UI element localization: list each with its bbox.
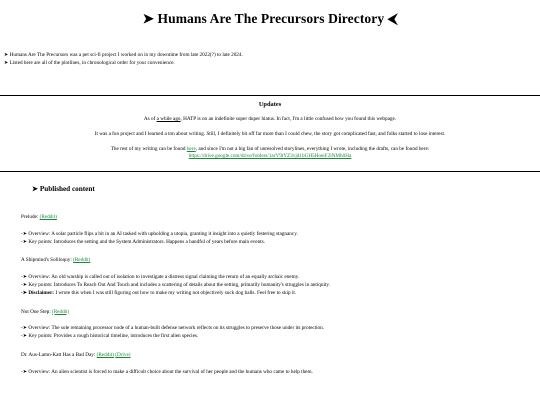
text: As of <box>143 116 157 123</box>
entry-bullet <box>21 333 536 341</box>
entry-title <box>21 214 536 222</box>
entry-link[interactable]: (Reddit) <box>51 308 70 315</box>
page-title: ➤ Humans Are The Precursors Directory ⮜ <box>142 11 398 26</box>
text: , HATP is on an indefinite super duper hiatus. In fact, I'm a little confused how you found this webpage. <box>180 116 397 123</box>
text: The rest of my writing can be found <box>110 145 187 152</box>
while-ago-link[interactable]: a while ago <box>156 116 181 123</box>
bullet-text: I wrote this when I was still figuring out how to make my writing not objectively suck dog balls. Feel free to skip it. <box>54 289 297 296</box>
bullet-label: -➤ Overview: <box>21 368 51 375</box>
entry-title <box>21 352 536 360</box>
intro-line: ➤ Listed here are all of the plotlines, in chronological order for your convenience. <box>4 59 175 66</box>
entry-link[interactable]: (Reddit) <box>96 351 114 358</box>
bullet-text: An alien scientist is forced to make a difficult choice about the survival of her people and the humans who came to help them. <box>50 368 313 375</box>
entry-bullet <box>21 239 536 247</box>
list-item <box>21 352 536 377</box>
entry-bullet <box>21 231 536 239</box>
entry-bullet <box>21 325 536 333</box>
bullet-label: -➤ Key points: <box>21 281 53 288</box>
divider-bottom <box>0 171 540 172</box>
bullet-text: The sole remaining processor node of a human-built defense network reflects on its struggles to preserve those under its protection. <box>50 325 325 332</box>
bullet-label: -➤ Overview: <box>21 325 51 332</box>
updates-paragraph-3 <box>0 146 540 160</box>
divider-top <box>0 95 540 96</box>
bullet-label: -➤ Key points: <box>21 238 53 245</box>
bullet-label: -➤ Overview: <box>21 274 51 281</box>
intro <box>4 52 243 67</box>
updates-paragraph-2: It was a fun project and I learned a ton about writing. Still, I definitely bit off far more than I could chew, the story got complicated fast, and folks started to lose interest. <box>94 131 446 138</box>
bullet-label: -➤ Overview: <box>21 230 51 237</box>
bullet-text: Provides a rough historical timeline, introduces the first alien species. <box>52 333 199 340</box>
bullet-label: -➤ Disclaimer: <box>21 289 55 296</box>
section-heading: ➤ Published content <box>32 185 95 193</box>
bullet-text: Introduces the setting and the System Administrators. Happens a handful of years before main events. <box>52 238 265 245</box>
entries-list <box>21 214 536 388</box>
list-item <box>21 309 536 341</box>
entry-title-text: Prelude: <box>21 214 39 220</box>
updates-box <box>0 101 540 167</box>
entry-title-text: Dr. Aus-Lamn-Katt Has a Bad Day: <box>21 351 96 358</box>
bullet-text: An old warship is called out of isolation to investigate a distress signal claiming the return of an equally archaic enemy. <box>50 274 300 281</box>
entry-bullet <box>21 290 536 298</box>
entry-link[interactable]: (Drive) <box>115 351 131 358</box>
intro-line: ➤ Humans Are The Precursors was a pet sci-fi project I worked on in my downtime from late 2022(?) to late 2024. <box>4 52 243 58</box>
entry-title <box>21 257 536 265</box>
entry-title <box>21 309 536 317</box>
entry-link[interactable]: (Reddit) <box>39 214 57 220</box>
bullet-label: -➤ Key points: <box>21 333 53 340</box>
bullet-text: A solar particle flips a bit in an AI tasked with upholding a utopia, granting it insight into a quietly festering stagnancy. <box>50 230 298 237</box>
entry-title-text: A Shipmind's Soliloquy: <box>21 257 72 264</box>
entry-bullet <box>21 282 536 290</box>
entry-bullet <box>21 274 536 282</box>
updates-title: Updates <box>258 101 282 108</box>
bullet-text: Introduces To Reach Out And Touch and includes a scattering of details about the setting, primarily humanity's struggles in antiquity. <box>52 281 330 288</box>
list-item <box>21 214 536 246</box>
writing-here-link[interactable]: here <box>186 145 196 152</box>
text: , and since I'm not a big fan of unresolved storylines, everything I wrote, including the drafts, can be found here: <box>195 145 430 152</box>
entry-bullet <box>21 369 536 377</box>
entry-link[interactable]: (Reddit) <box>73 257 91 264</box>
updates-paragraph-1 <box>0 116 540 123</box>
list-item <box>21 257 536 297</box>
entry-title-text: Not One Step: <box>21 308 51 315</box>
drive-folder-link[interactable]: https://drive.google.com/drive/folders/1arV9tYZ3vjd1bGH5HoeiF2lNMh0Ha <box>188 152 352 159</box>
